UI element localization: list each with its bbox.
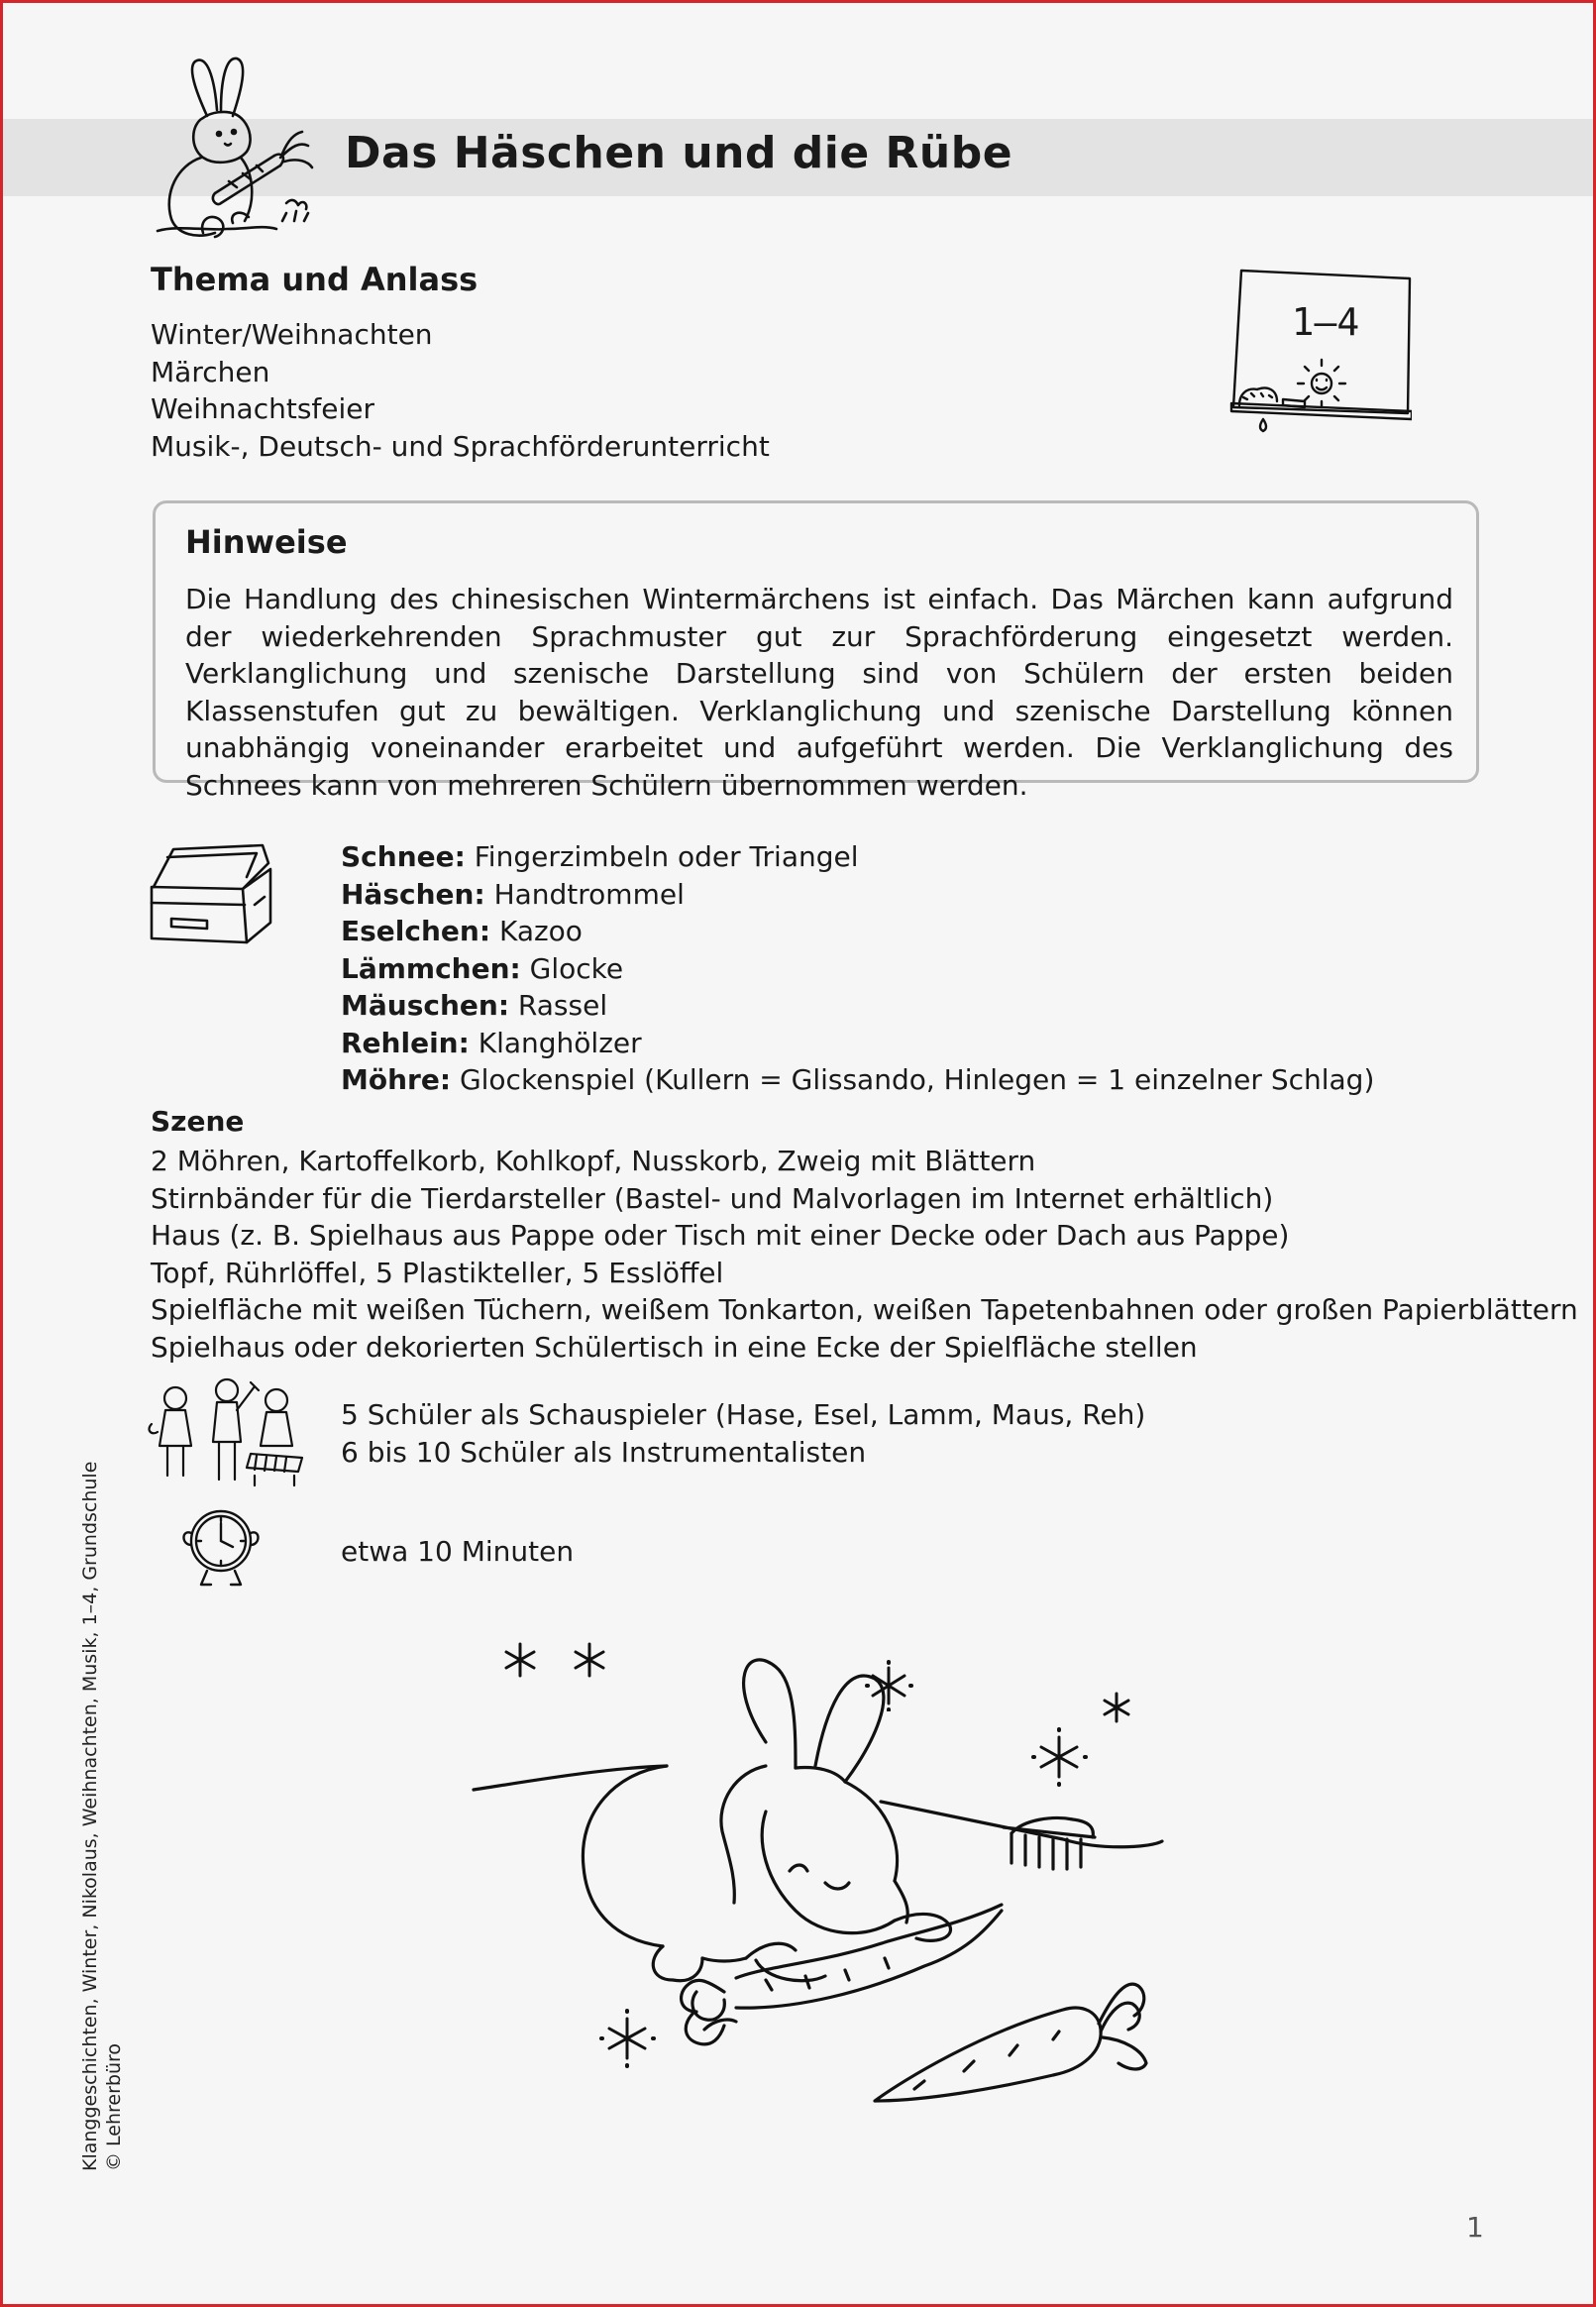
children-musicians-icon xyxy=(148,1376,306,1487)
role-label: Eselchen: xyxy=(341,915,491,947)
role-label: Mäuschen: xyxy=(341,989,510,1022)
instrument-row xyxy=(341,838,1374,876)
szene-line: 2 Möhren, Kartoffelkorb, Kohlkopf, Nusskorb, Zweig mit Blättern xyxy=(151,1145,1036,1177)
szene-line: Spielfläche mit weißen Tüchern, weißem Tonkarton, weißen Tapetenbahnen oder großen Papierblättern xyxy=(151,1293,1578,1326)
instrument-row xyxy=(341,913,1374,950)
thema-line: Winter/Weihnachten xyxy=(151,318,433,351)
participant-line: 6 bis 10 Schüler als Instrumentalisten xyxy=(341,1435,867,1469)
grade-range-label: 1–4 xyxy=(1291,300,1360,344)
snowflake-icon xyxy=(597,2009,657,2068)
szene-line: Haus (z. B. Spielhaus aus Pappe oder Tisch mit einer Decke oder Dach aus Pappe) xyxy=(151,1219,1290,1252)
hinweise-box xyxy=(153,500,1479,802)
instrument-row xyxy=(341,987,1374,1025)
page-title: Das Häschen und die Rübe xyxy=(345,128,1013,178)
participant-line: 5 Schüler als Schauspieler (Hase, Esel, Lamm, Maus, Reh) xyxy=(341,1398,1146,1431)
thema-list xyxy=(151,316,770,465)
instrument-row xyxy=(341,876,1374,914)
role-label: Häschen: xyxy=(341,877,485,911)
instrument-name: Glockenspiel (Kullern = Glissando, Hinlegen = 1 einzelner Schlag) xyxy=(459,1063,1375,1096)
clock-icon xyxy=(177,1499,265,1591)
rabbit-eating-carrot-illustration xyxy=(469,1643,1182,2129)
suitcase-icon xyxy=(148,843,274,948)
hinweise-heading: Hinweise xyxy=(185,523,348,561)
duration: etwa 10 Minuten xyxy=(341,1535,575,1568)
chalkboard-icon xyxy=(1229,267,1412,435)
side-credit xyxy=(78,1462,126,2171)
participant-list xyxy=(341,1396,1145,1471)
series-info: Klanggeschichten, Winter, Nikolaus, Weihnachten, Musik, 1–4, Grundschule xyxy=(79,1461,101,2171)
role-label: Schnee: xyxy=(341,840,466,873)
thema-line: Weihnachtsfeier xyxy=(151,392,375,425)
role-label: Lämmchen: xyxy=(341,951,521,985)
bunny-with-carrot-icon xyxy=(138,55,336,248)
instrument-name: Kazoo xyxy=(498,915,583,947)
snowflake-icon xyxy=(863,1660,914,1711)
snowflake-icon xyxy=(568,1638,611,1682)
szene-line: Spielhaus oder dekorierten Schülertisch in eine Ecke der Spielfläche stellen xyxy=(151,1330,1198,1364)
instrument-row xyxy=(341,1061,1374,1099)
instrument-row xyxy=(341,950,1374,988)
role-label: Möhre: xyxy=(341,1063,452,1096)
instrument-list xyxy=(341,838,1374,1099)
szene-heading: Szene xyxy=(151,1105,245,1138)
instrument-name: Rassel xyxy=(517,989,608,1022)
role-label: Rehlein: xyxy=(341,1026,470,1059)
instrument-row xyxy=(341,1025,1374,1062)
thema-heading: Thema und Anlass xyxy=(151,261,479,298)
instrument-name: Fingerzimbeln oder Triangel xyxy=(474,840,859,873)
hinweise-text: Die Handlung des chinesischen Wintermärchens ist einfach. Das Märchen kann aufgrund der wiederkehrenden Sprachmuster gut zur Sprachförderung eingesetzt werden. Verklanglichung und szenische Darstellung sind von Schülern der ersten beiden Klassenstufen gut zu bewältigen. Verklanglichung und szenische Darstellung können unabhängig voneinander erarbeitet und aufgeführt werden. Die Verklanglichung des Schnees kann von mehreren Schülern übernommen werden. xyxy=(185,583,1453,802)
szene-line: Stirnbänder für die Tierdarsteller (Bastel- und Malvorlagen im Internet erhältlich) xyxy=(151,1181,1274,1215)
copyright: © Lehrerbüro xyxy=(103,2042,125,2171)
instrument-name: Glocke xyxy=(529,951,624,985)
instrument-name: Klanghölzer xyxy=(478,1026,642,1059)
page-number: 1 xyxy=(1466,2211,1484,2244)
snowflake-icon xyxy=(498,1638,542,1682)
szene-line: Topf, Rührlöffel, 5 Plastikteller, 5 Esslöffel xyxy=(151,1256,724,1289)
snowflake-icon xyxy=(1097,1688,1136,1727)
thema-line: Märchen xyxy=(151,355,270,388)
thema-line: Musik-, Deutsch- und Sprachförderunterricht xyxy=(151,429,770,463)
snowflake-icon xyxy=(1029,1727,1089,1787)
instrument-name: Handtrommel xyxy=(493,877,685,911)
szene-list xyxy=(151,1143,1578,1366)
